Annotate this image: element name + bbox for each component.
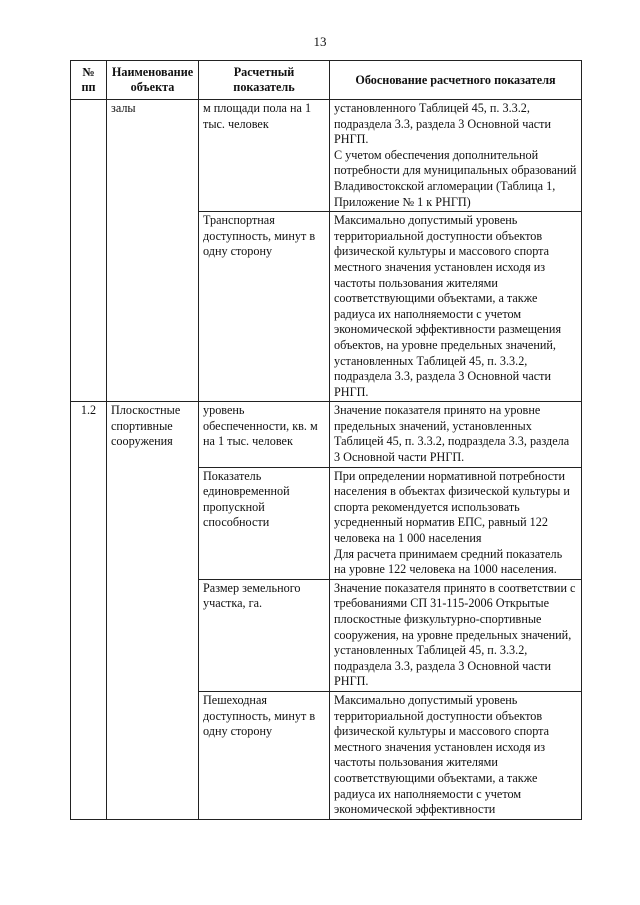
table-header-row (71, 61, 582, 100)
basis-paragraph: Значение показателя принято в соответствии с требованиями СП 31-115-2006 Открытые плоскостные физкультурно-спортивные сооружения, на уровне предельных значений, установленных Таблицей 45, п. 3.3.2, подраздела 3.3, раздела 3 Основной части РНГП. (334, 580, 576, 689)
indicator-cell: м площади пола на 1 тыс. человек (199, 100, 330, 212)
basis-cell (330, 467, 582, 579)
object-name: Плоскостные спортивные сооружения (107, 402, 199, 819)
basis-paragraph: установленного Таблицей 45, п. 3.3.2, подраздела 3.3, раздела 3 Основной части РНГП. (334, 101, 551, 147)
header-number: № пп (71, 61, 107, 100)
indicator-cell: Транспортная доступность, минут в одну сторону (199, 212, 330, 402)
row-number: 1.2 (71, 402, 107, 819)
basis-paragraph: С учетом обеспечения дополнительной потребности для муниципальных образований Владивостокской агломерации (Таблица 1, Приложение № 1 к РНГП) (334, 147, 577, 209)
header-indicator: Расчетный показатель (199, 61, 330, 100)
table-row (71, 402, 582, 467)
basis-paragraph: Значение показателя принято на уровне предельных значений, установленных Таблицей 45, п. 3.3.2, подраздела 3.3, раздела 3 Основной части РНГП. (334, 403, 570, 465)
indicator-cell: уровень обеспеченности, кв. м на 1 тыс. человек (199, 402, 330, 467)
basis-paragraph: Максимально допустимый уровень территориальной доступности объектов физической культуры и массового спорта местного значения установлен исходя из частоты пользования жителями соответствующими объектами, а также радиуса их наполняемости с учетом экономической эффективности (334, 692, 550, 817)
basis-cell (330, 691, 582, 819)
basis-paragraph: Для расчета принимаем средний показатель на уровне 122 человека на 1000 населения. (334, 546, 563, 577)
row-number (71, 100, 107, 402)
indicator-cell: Пешеходная доступность, минут в одну сторону (199, 691, 330, 819)
header-object-name: Наименование объекта (107, 61, 199, 100)
page-number: 13 (313, 34, 327, 49)
basis-paragraph: При определении нормативной потребности населения в объектах физической культуры и спорта рекомендуется использовать усредненный норматив ЕПС, равный 122 человека на 1 000 населения (334, 468, 570, 546)
basis-cell (330, 100, 582, 212)
basis-cell (330, 212, 582, 402)
basis-cell (330, 402, 582, 467)
object-name: залы (107, 100, 199, 402)
indicator-cell: Размер земельного участка, га. (199, 579, 330, 691)
basis-paragraph: Максимально допустимый уровень территориальной доступности объектов физической культуры и массового спорта местного значения установлен исходя из частоты пользования жителями соответствующими объектами, а также радиуса их наполняемости с учетом экономической эффективности размещения объектов, на уровне предельных значений, установленных Таблицей 45, п. 3.3.2, подраздела 3.3, раздела 3 Основной части РНГП. (334, 213, 562, 399)
indicator-cell: Показатель единовременной пропускной способности (199, 467, 330, 579)
table-row (71, 100, 582, 212)
standards-table (70, 60, 582, 820)
basis-cell (330, 579, 582, 691)
header-basis: Обоснование расчетного показателя (330, 61, 582, 100)
